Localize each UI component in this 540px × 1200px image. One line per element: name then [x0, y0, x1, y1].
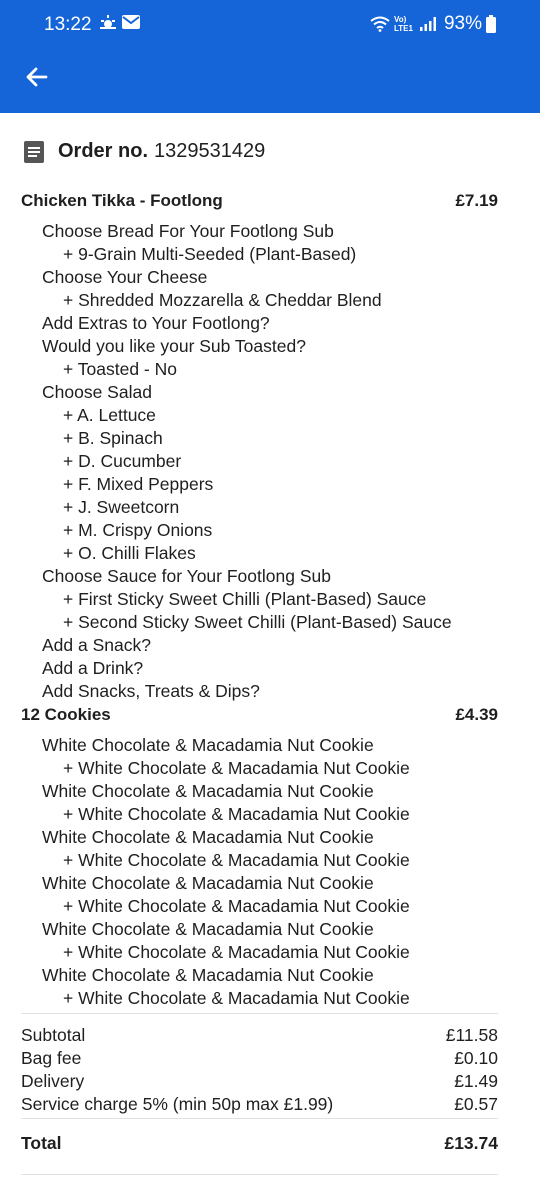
option-question: White Chocolate & Macadamia Nut Cookie — [42, 735, 374, 755]
app-header — [0, 0, 540, 113]
item-price: £7.19 — [455, 191, 498, 210]
arrow-left-icon — [22, 62, 52, 92]
option-choice: + White Chocolate & Macadamia Nut Cookie — [63, 804, 410, 824]
summary-label: Service charge 5% (min 50p max £1.99) — [21, 1094, 334, 1114]
option-question: Add a Snack? — [42, 635, 151, 655]
option-question: Add Snacks, Treats & Dips? — [42, 681, 260, 701]
option-choice: + White Chocolate & Macadamia Nut Cookie — [63, 896, 410, 916]
receipt-icon — [24, 141, 44, 163]
option-choice: + A. Lettuce — [63, 405, 156, 425]
mail-icon — [122, 15, 140, 29]
option-question: Choose Bread For Your Footlong Sub — [42, 221, 334, 241]
option-choice: + D. Cucumber — [63, 451, 182, 471]
summary-value: £11.58 — [445, 1025, 498, 1045]
divider — [21, 1174, 498, 1175]
option-question: White Chocolate & Macadamia Nut Cookie — [42, 827, 374, 847]
option-choice: + F. Mixed Peppers — [63, 474, 214, 494]
option-question: Choose Sauce for Your Footlong Sub — [42, 566, 331, 586]
summary-label: Subtotal — [21, 1025, 86, 1045]
option-choice: + White Chocolate & Macadamia Nut Cookie — [63, 850, 410, 870]
battery-percent: 93% — [443, 13, 482, 34]
option-choice: + White Chocolate & Macadamia Nut Cookie — [63, 988, 410, 1008]
divider — [21, 1013, 498, 1014]
order-number: 1329531429 — [154, 140, 266, 162]
summary-value: £0.10 — [454, 1048, 498, 1068]
summary-row — [21, 1071, 498, 1092]
summary-row — [21, 1094, 498, 1115]
option-question: Choose Your Cheese — [42, 267, 208, 287]
battery-icon — [486, 15, 496, 33]
status-bar — [0, 0, 540, 52]
option-question: White Chocolate & Macadamia Nut Cookie — [42, 781, 374, 801]
item-price: £4.39 — [455, 705, 498, 724]
item-row — [21, 705, 498, 725]
summary-row — [21, 1025, 498, 1046]
option-choice: + M. Crispy Onions — [63, 520, 213, 540]
option-choice: + White Chocolate & Macadamia Nut Cookie — [63, 942, 410, 962]
option-choice: + O. Chilli Flakes — [63, 543, 196, 563]
divider — [21, 1118, 498, 1119]
total-row — [21, 1133, 498, 1154]
option-choice: + B. Spinach — [63, 428, 163, 448]
option-question: Add a Drink? — [42, 658, 144, 678]
option-choice: + Shredded Mozzarella & Cheddar Blend — [63, 290, 382, 310]
back-button[interactable] — [22, 62, 52, 92]
wifi-icon — [370, 16, 390, 32]
summary-label: Delivery — [21, 1071, 85, 1091]
option-question: Add Extras to Your Footlong? — [42, 313, 270, 333]
summary-value: £0.57 — [454, 1094, 498, 1114]
option-choice: + 9-Grain Multi-Seeded (Plant-Based) — [63, 244, 357, 264]
summary-label: Bag fee — [21, 1048, 82, 1068]
item-name: 12 Cookies — [21, 705, 111, 724]
order-header — [24, 140, 265, 163]
network-label: Vo) LTE1 — [393, 15, 413, 33]
status-time: 13:22 — [44, 14, 92, 35]
option-choice: + White Chocolate & Macadamia Nut Cookie — [63, 758, 410, 778]
option-question: White Chocolate & Macadamia Nut Cookie — [42, 919, 374, 939]
option-choice: + J. Sweetcorn — [63, 497, 180, 517]
option-choice: + Toasted - No — [63, 359, 177, 379]
total-value: £13.74 — [444, 1133, 498, 1153]
total-label: Total — [21, 1133, 62, 1153]
option-question: Choose Salad — [42, 382, 152, 402]
item-row — [21, 191, 498, 211]
summary-value: £1.49 — [454, 1071, 498, 1091]
option-question: White Chocolate & Macadamia Nut Cookie — [42, 965, 374, 985]
weather-icon — [99, 15, 117, 29]
summary-row — [21, 1048, 498, 1069]
signal-icon — [420, 17, 436, 31]
option-question: White Chocolate & Macadamia Nut Cookie — [42, 873, 374, 893]
option-choice: + First Sticky Sweet Chilli (Plant-Based) Sauce — [63, 589, 427, 609]
option-question: Would you like your Sub Toasted? — [42, 336, 306, 356]
item-name: Chicken Tikka - Footlong — [21, 191, 223, 210]
order-label: Order no. — [58, 140, 149, 162]
option-choice: + Second Sticky Sweet Chilli (Plant-Based) Sauce — [63, 612, 452, 632]
